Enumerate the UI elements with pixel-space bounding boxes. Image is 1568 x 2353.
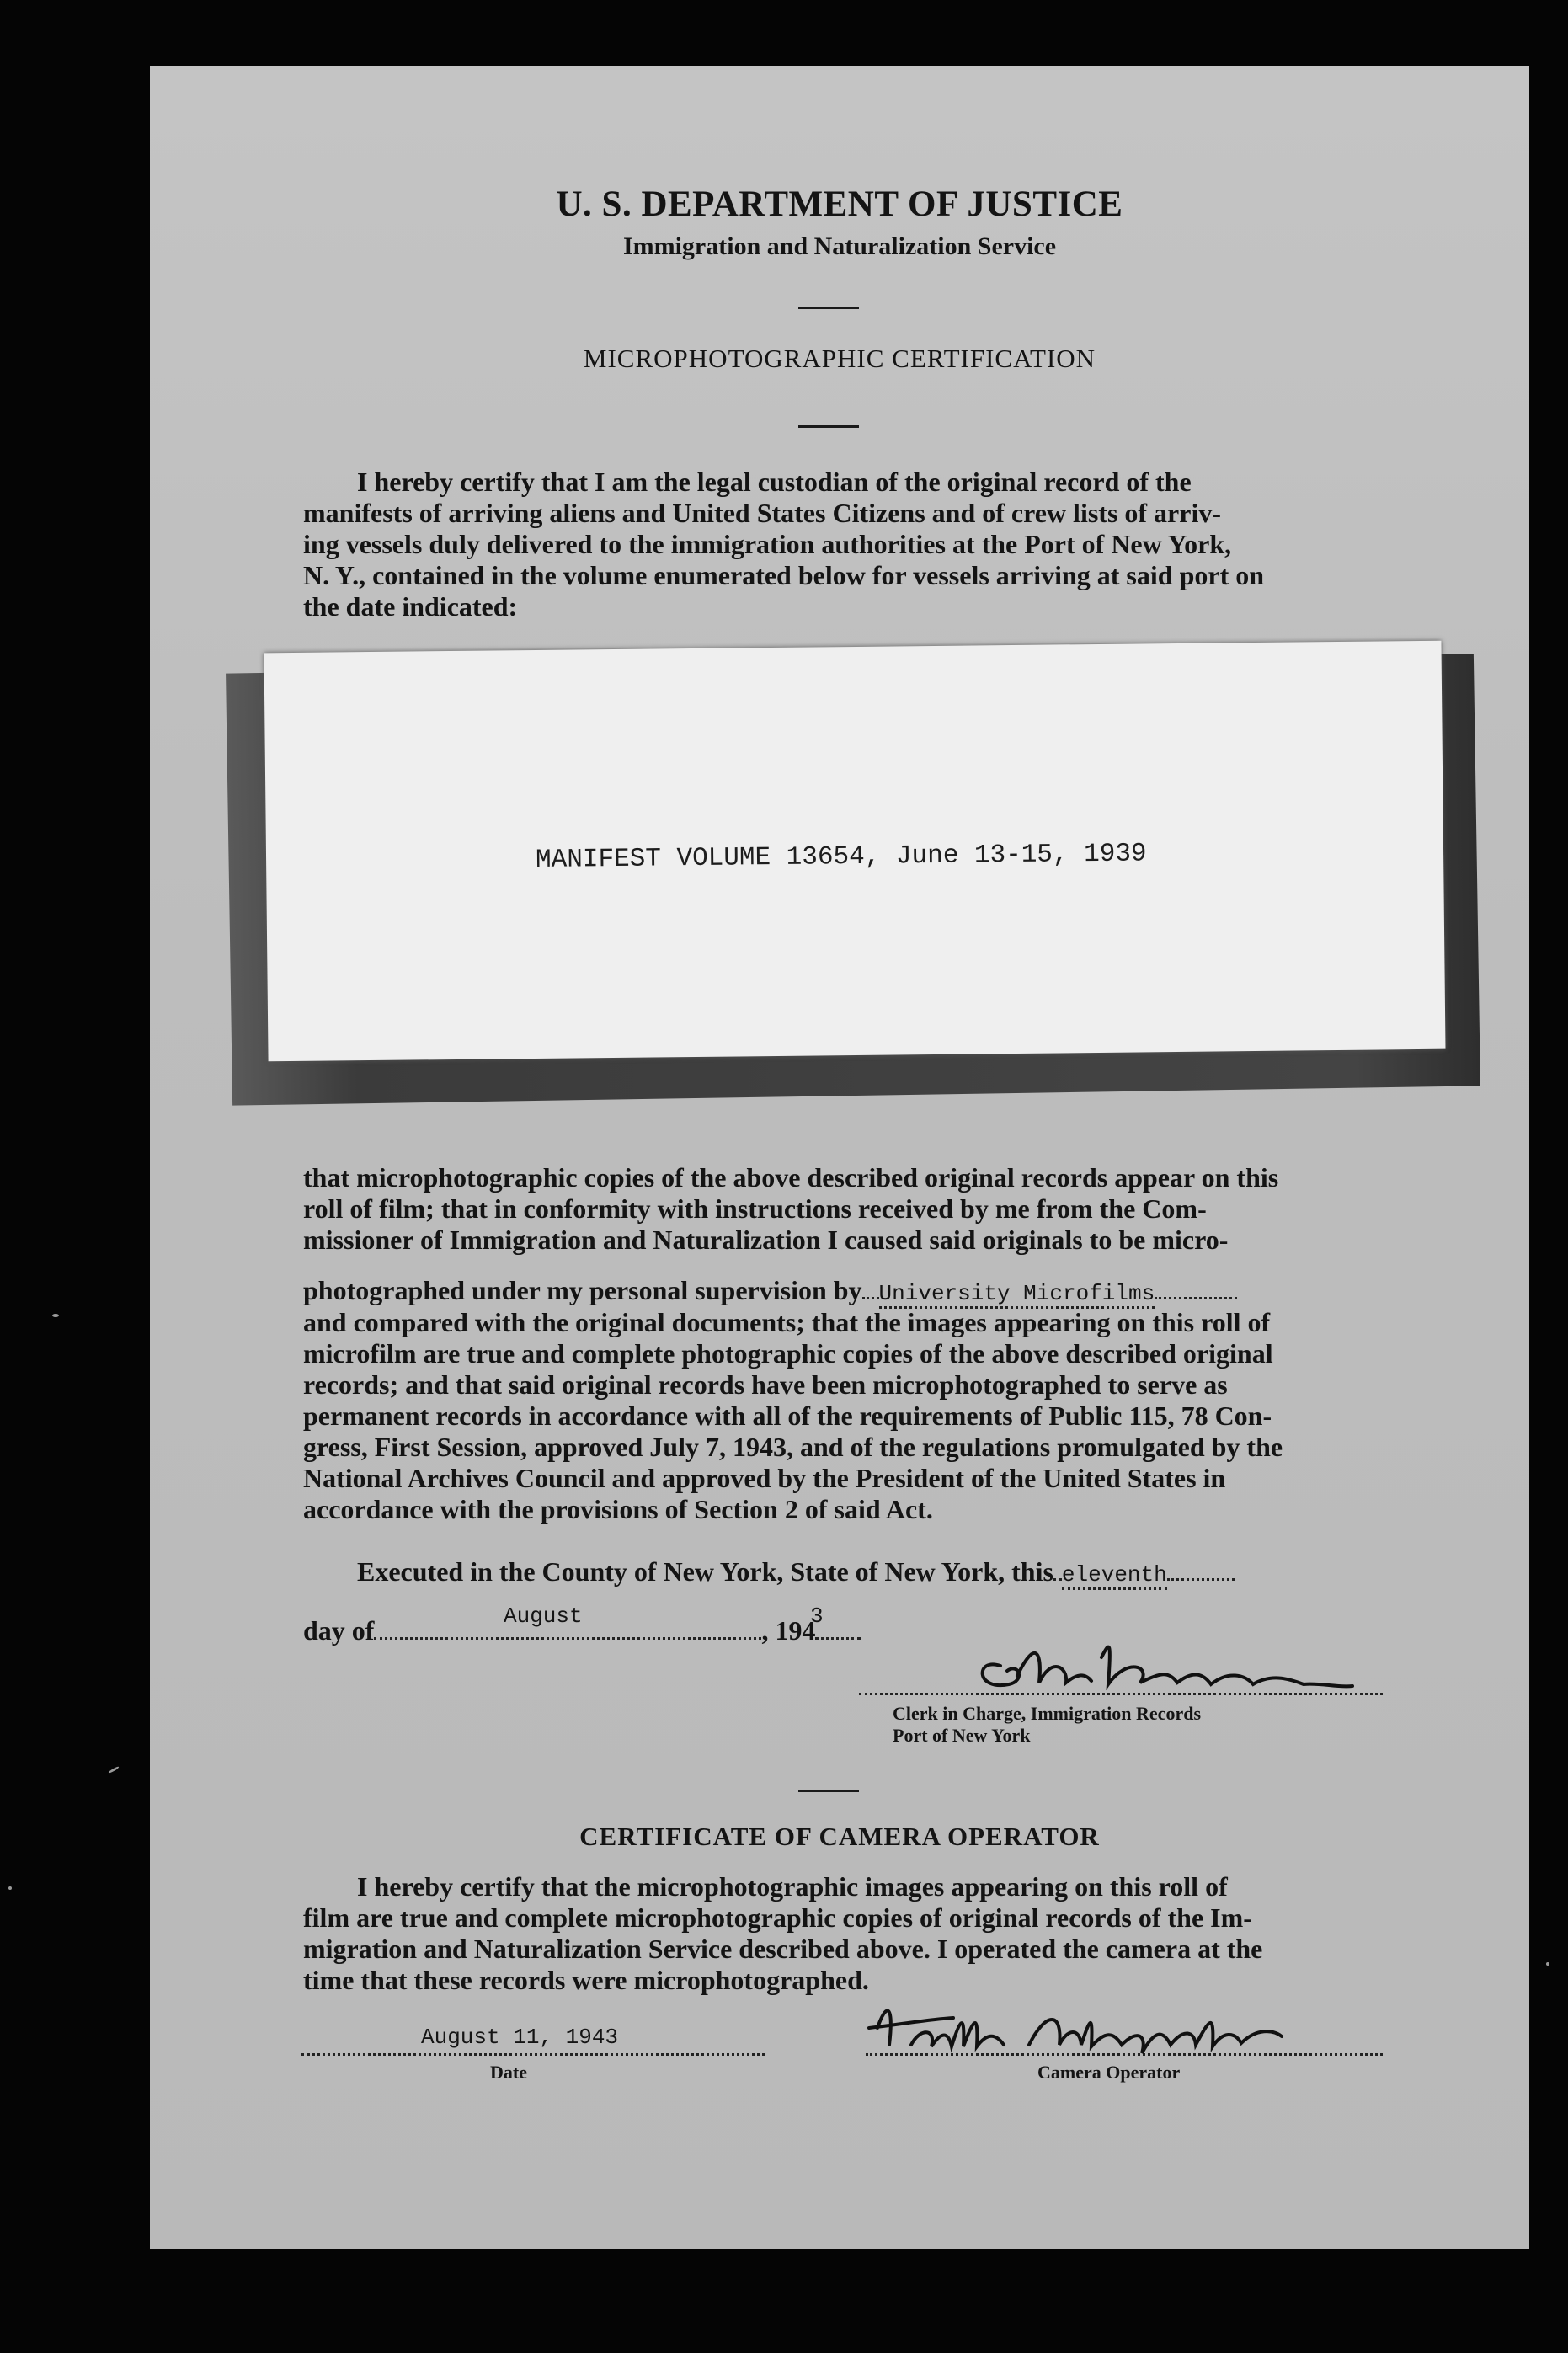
body-line: gress, First Session, approved July 7, 1943, and of the regulations promulgated by the — [303, 1432, 1283, 1462]
body-line: roll of film; that in conformity with instructions received by me from the Com- — [303, 1193, 1207, 1224]
body-line: permanent records in accordance with all of the requirements of Public 115, 78 Con- — [303, 1401, 1272, 1431]
clerk-signature — [967, 1632, 1354, 1699]
intro-line: the date indicated: — [303, 591, 518, 622]
body-line: records; and that said original records have been microphotographed to serve as — [303, 1369, 1228, 1400]
operator-signature — [861, 1994, 1332, 2062]
clerk-title-line: Clerk in Charge, Immigration Records — [893, 1703, 1202, 1724]
year-prefix: , 194 — [761, 1615, 816, 1646]
clerk-title — [893, 1703, 1201, 1747]
certification-title: MICROPHOTOGRAPHIC CERTIFICATION — [583, 344, 1096, 373]
date-label: Date — [490, 2062, 527, 2083]
day-of-label: day of — [303, 1615, 375, 1646]
film-speck — [108, 1766, 120, 1774]
intro-paragraph — [303, 467, 1386, 622]
photographed-prefix: photographed under my personal supervision by — [303, 1275, 862, 1305]
intro-line: N. Y., contained in the volume enumerated below for vessels arriving at said port on — [303, 560, 1265, 590]
camera-line: migration and Naturalization Service described above. I operated the camera at the — [303, 1934, 1263, 1964]
agency-heading: U. S. DEPARTMENT OF JUSTICE — [556, 184, 1123, 224]
month-value: August — [504, 1603, 583, 1629]
body-line: missioner of Immigration and Naturalization I caused said originals to be micro- — [303, 1225, 1229, 1255]
film-speck — [52, 1314, 59, 1317]
manifest-volume-text: MANIFEST VOLUME 13654, June 13-15, 1939 — [535, 839, 1147, 875]
body-line: accordance with the provisions of Section 2 of said Act. — [303, 1494, 933, 1524]
date-line — [301, 2053, 765, 2056]
camera-paragraph — [303, 1871, 1386, 1996]
intro-line: ing vessels duly delivered to the immigration authorities at the Port of New York, — [303, 529, 1232, 559]
executed-text: Executed in the County of New York, State of New York, this — [357, 1556, 1053, 1587]
photographer-name: University Microfilms — [879, 1281, 1155, 1309]
divider — [798, 307, 859, 309]
operator-label: Camera Operator — [1037, 2062, 1181, 2083]
body-line: National Archives Council and approved by the President of the United States in — [303, 1463, 1226, 1493]
film-speck — [8, 1886, 12, 1890]
camera-certificate-title: CERTIFICATE OF CAMERA OPERATOR — [579, 1822, 1100, 1851]
camera-line: I hereby certify that the microphotographic images appearing on this roll of — [357, 1871, 1228, 1902]
body-paragraph-b — [303, 1307, 1386, 1525]
film-speck — [1546, 1962, 1549, 1966]
body-line: that microphotographic copies of the above described original records appear on this — [303, 1162, 1279, 1193]
camera-line: film are true and complete microphotographic copies of original records of the Im- — [303, 1902, 1252, 1933]
service-subheading: Immigration and Naturalization Service — [622, 232, 1057, 260]
certificate-page — [150, 66, 1529, 2249]
body-line: microfilm are true and complete photographic copies of the above described original — [303, 1338, 1273, 1369]
body-paragraph-a — [303, 1162, 1386, 1256]
year-digit: 3 — [810, 1603, 824, 1629]
camera-date: August 11, 1943 — [421, 2025, 619, 2050]
executed-day: eleventh — [1062, 1562, 1167, 1590]
clerk-title-line: Port of New York — [893, 1725, 1031, 1746]
divider — [798, 1790, 859, 1792]
intro-line: manifests of arriving aliens and United States Citizens and of crew lists of arriv- — [303, 498, 1221, 528]
camera-line: time that these records were microphotographed. — [303, 1965, 869, 1995]
executed-line — [303, 1556, 1386, 1591]
manifest-slip — [264, 641, 1445, 1062]
intro-line: I hereby certify that I am the legal custodian of the original record of the — [357, 467, 1192, 497]
body-line: and compared with the original documents; that the images appearing on this roll of — [303, 1307, 1271, 1337]
divider — [798, 425, 859, 428]
photographed-line — [303, 1275, 1386, 1310]
